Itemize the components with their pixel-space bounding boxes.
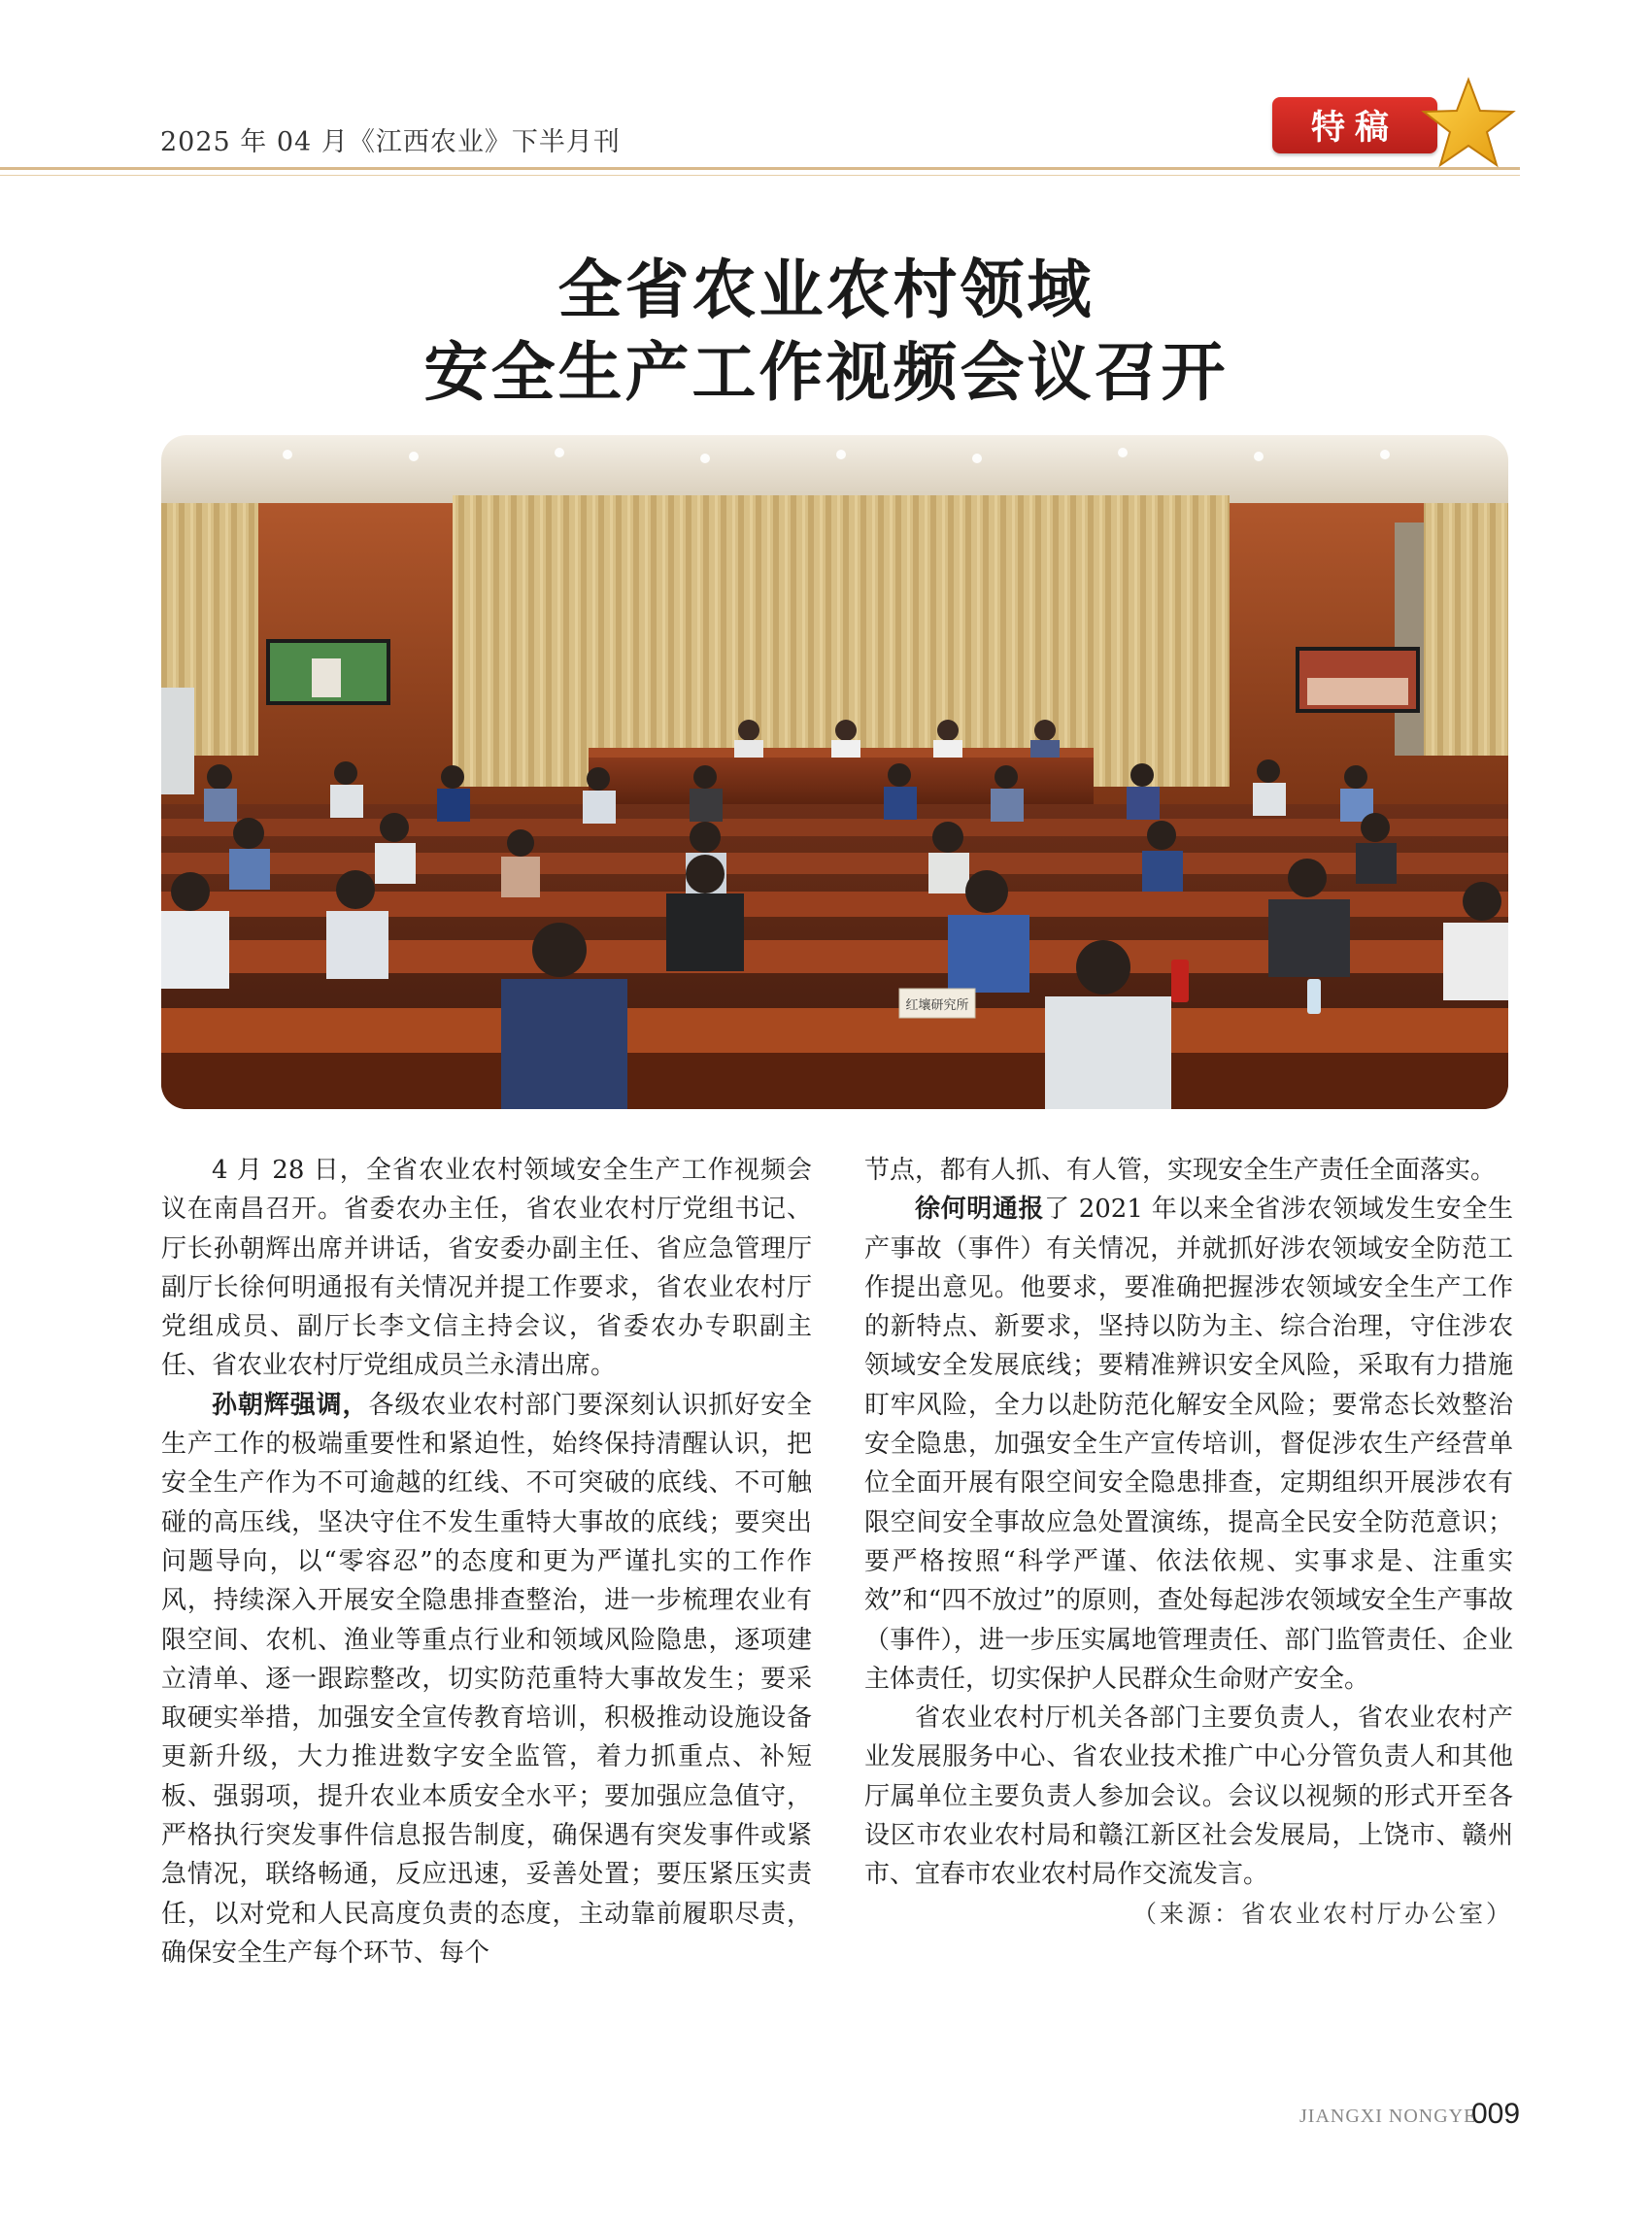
paragraph-3 [864, 1190, 1513, 1699]
meeting-photo [161, 435, 1508, 1109]
paragraph-2-lead: 孙朝辉强调， [212, 1390, 369, 1420]
article-column-right [864, 1151, 1513, 1934]
article-title-line1: 全省农业农村领域 [557, 253, 1095, 327]
paragraph-4: 省农业农村厅机关各部门主要负责人，省农业农村产业发展服务中心、省农业技术推广中心分管负责人和其他厅属单位主要负责人参加会议。会议以视频的形式开至各设区市农业农村局和赣江新区社会发展局，上饶市、赣州市、宜春市农业农村局作交流发言。 [864, 1703, 1513, 1890]
star-icon [1420, 76, 1517, 173]
page-number: 009 [1471, 2098, 1521, 2130]
article-column-left [161, 1151, 812, 1972]
paragraph-1: 4 月 28 日，全省农业农村领域安全生产工作视频会议在南昌召开。省委农办主任，省农业农村厅党组书记、厅长孙朝辉出席并讲话，省安委办副主任、省应急管理厅副厅长徐何明通报有关情况并提工作要求，省农业农村厅党组成员、副厅长李文信主持会议，省委农办专职副主任、省农业农村厅党组成员兰永清出席。 [161, 1156, 812, 1381]
photo-placard-label: 红壤研究所 [905, 998, 969, 1013]
paragraph-3-lead: 徐何明通报 [915, 1195, 1045, 1225]
header-rule [0, 167, 1520, 170]
feature-badge: 特稿 [1272, 97, 1437, 153]
paragraph-3-body: 了 2021 年以来全省涉农领域发生安全生产事故（事件）有关情况，并就抓好涉农领域安全防范工作提出意见。他要求，要准确把握涉农领域安全生产工作的新特点、新要求，坚持以防为主、综合治理，守住涉农领域安全发展底线；要精准辨识安全风险，采取有力措施盯牢风险，全力以赴防范化解安全风险；要常态长效整治安全隐患，加强安全生产宣传培训，督促涉农生产经营单位全面开展有限空间安全隐患排查，定期组织开展涉农有限空间安全事故应急处置演练，提高全民安全防范意识；要严格按照“科学严谨、依法依规、实事求是、注重实效”和“四不放过”的原则，查处每起涉农领域安全生产事故（事件），进一步压实属地管理责任、部门监管责任、企业主体责任，切实保护人民群众生命财产安全。 [864, 1195, 1513, 1694]
header-rule-thin [0, 175, 1520, 176]
issue-header: 2025 年 04 月《江西农业》下半月刊 [160, 127, 621, 157]
paragraph-2 [161, 1386, 812, 1972]
article-title-line2: 安全生产工作视频会议召开 [423, 335, 1229, 410]
paragraph-2-continued: 节点，都有人抓、有人管，实现安全生产责任全面落实。 [864, 1156, 1497, 1185]
article-source: （来源：省农业农村厅办公室） [1131, 1899, 1513, 1928]
journal-name-footer: JIANGXI NONGYE [1299, 2106, 1477, 2127]
paragraph-2-body: 各级农业农村部门要深刻认识抓好安全生产工作的极端重要性和紧迫性，始终保持清醒认识，把安全生产作为不可逾越的红线、不可突破的底线、不可触碰的高压线，坚决守住不发生重特大事故的底线；要突出问题导向，以“零容忍”的态度和更为严谨扎实的工作作风，持续深入开展安全隐患排查整治，进一步梳理农业有限空间、农机、渔业等重点行业和领域风险隐患，逐项建立清单、逐一跟踪整改，切实防范重特大事故发生；要采取硬实举措，加强安全宣传教育培训，积极推动设施设备更新升级，大力推进数字安全监管，着力抓重点、补短板、强弱项，提升农业本质安全水平；要加强应急值守，严格执行突发事件信息报告制度，确保遇有突发事件或紧急情况，联络畅通，反应迅速，妥善处置；要压紧压实责任，以对党和人民高度负责的态度，主动靠前履职尽责，确保安全生产每个环节、每个 [161, 1390, 812, 1968]
